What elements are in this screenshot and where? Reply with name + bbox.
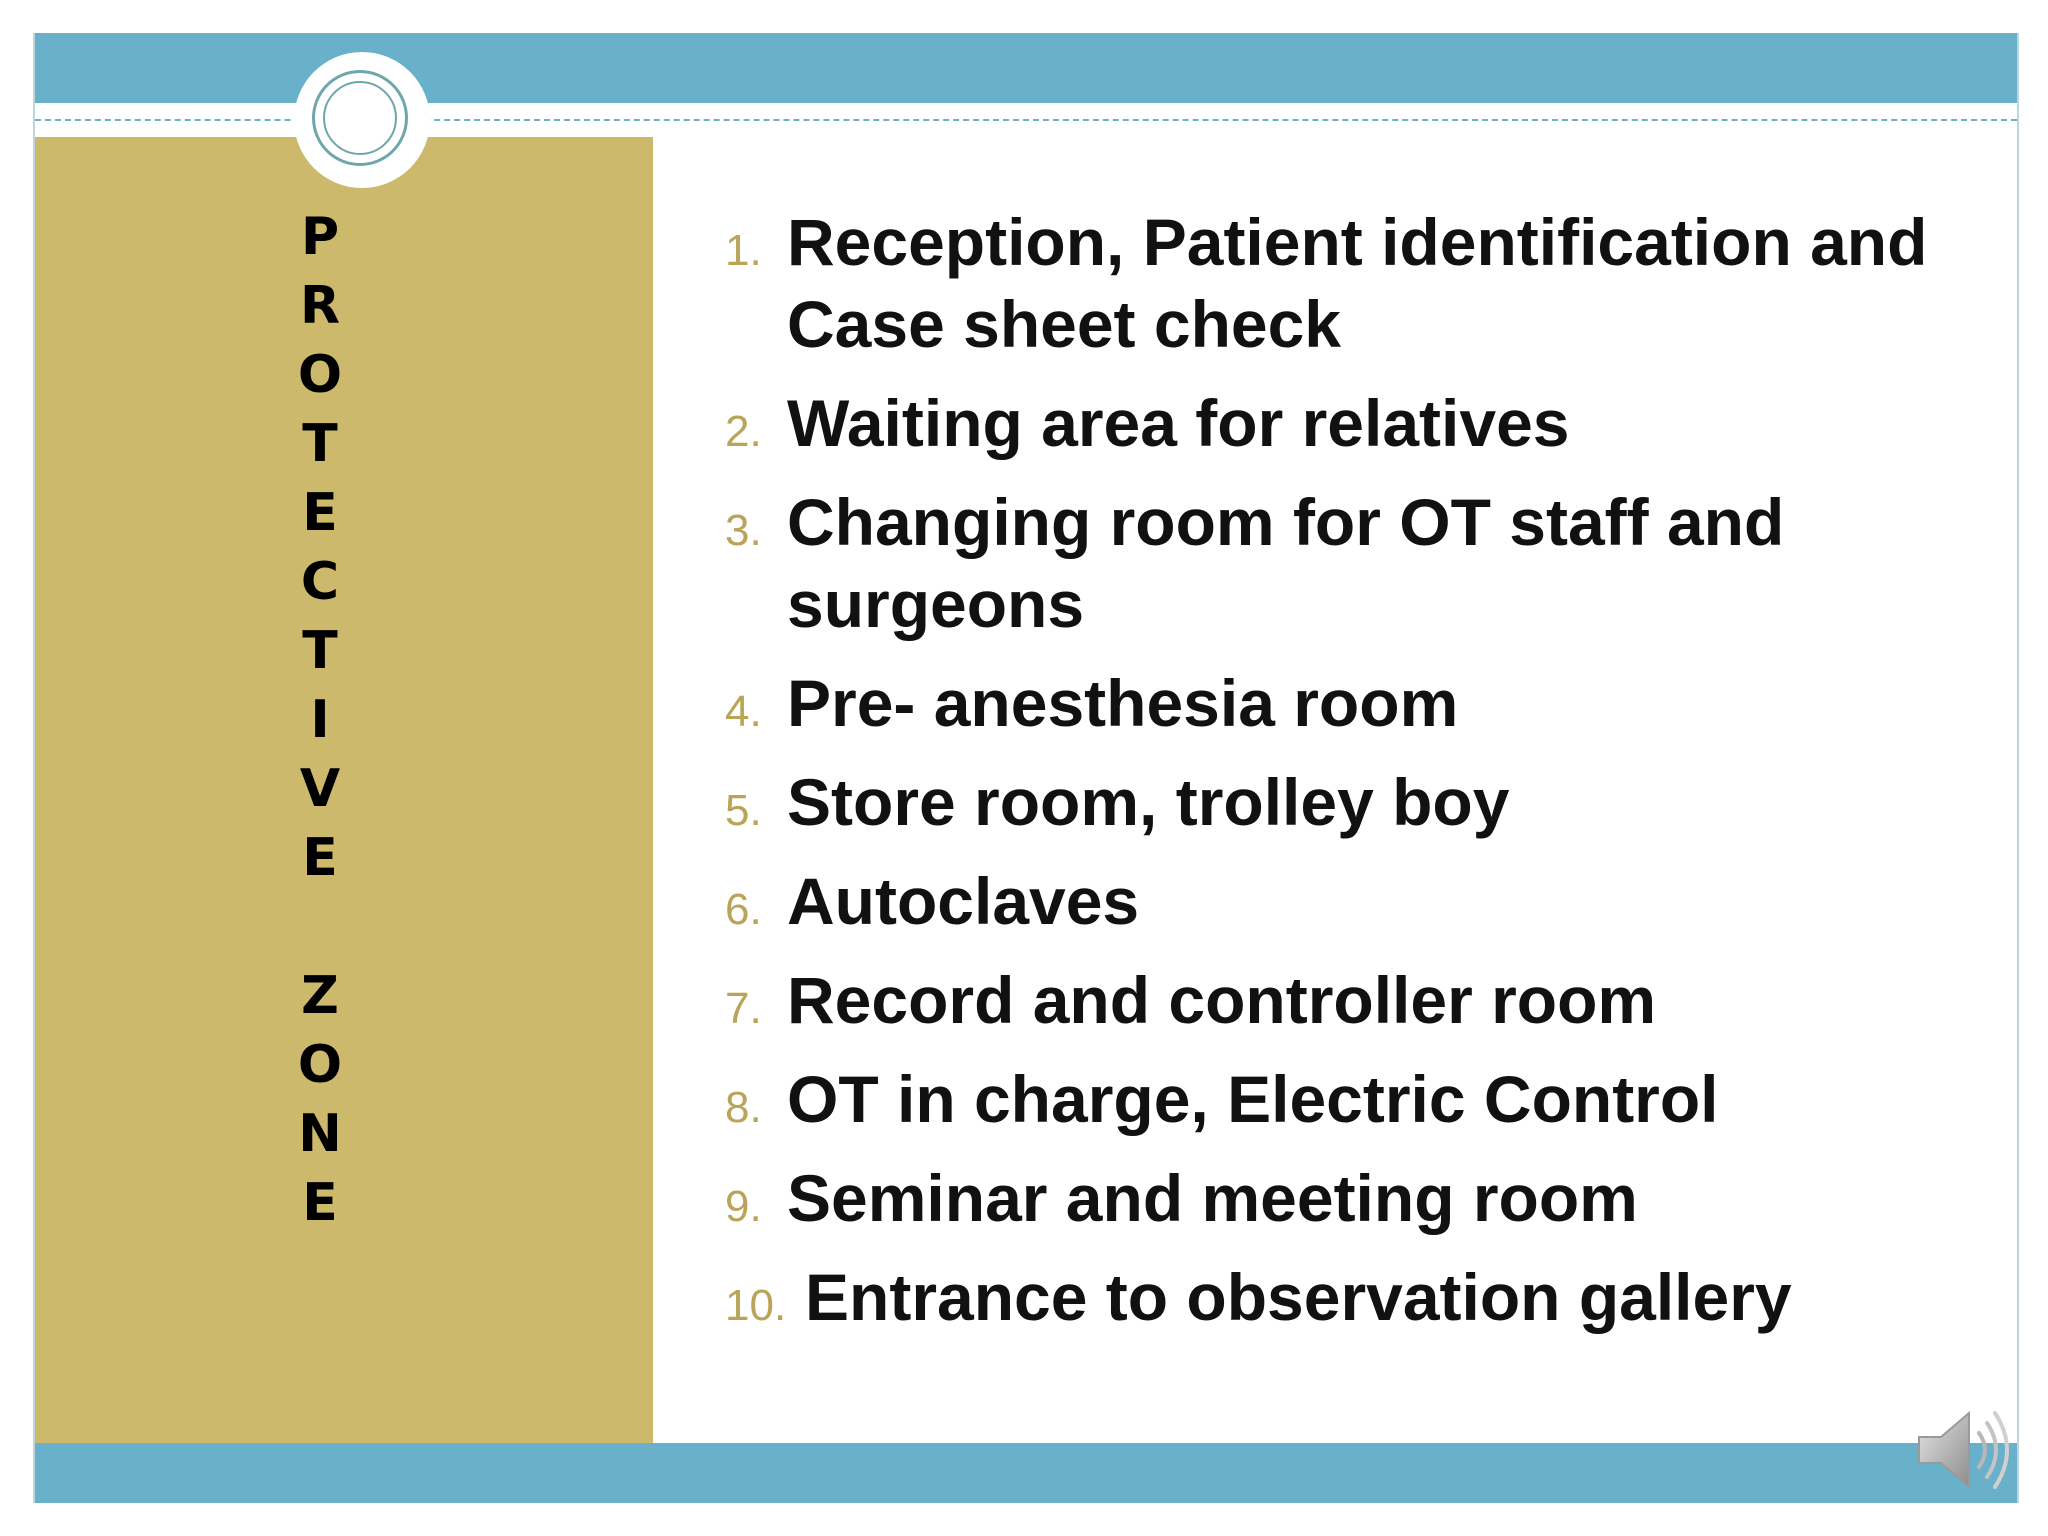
list-item xyxy=(725,662,1955,744)
title-letter: E xyxy=(302,483,338,543)
item-number: 4. xyxy=(725,687,762,736)
slide xyxy=(33,33,2019,1503)
title-letter: V xyxy=(299,759,341,819)
list-item xyxy=(725,201,1955,365)
item-text: Store room, trolley boy xyxy=(787,765,1510,839)
item-text: OT in charge, Electric Control xyxy=(787,1062,1719,1136)
title-letter: E xyxy=(302,828,338,888)
item-number: 3. xyxy=(725,506,762,555)
title-letter: E xyxy=(302,1173,338,1233)
title-letter: O xyxy=(297,345,343,405)
list-item xyxy=(725,761,1955,843)
item-text: Waiting area for relatives xyxy=(787,386,1570,460)
list-item xyxy=(725,1157,1955,1239)
title-letter: T xyxy=(302,414,338,474)
bottom-band xyxy=(35,1443,2017,1503)
list-item xyxy=(725,1058,1955,1140)
list-item xyxy=(725,959,1955,1041)
title-letter: N xyxy=(298,1104,342,1164)
item-text: Changing room for OT staff and surgeons xyxy=(787,485,1785,641)
zone-list xyxy=(725,201,1955,1355)
title-letter: C xyxy=(300,552,340,612)
title-letter: P xyxy=(300,207,340,267)
item-number: 10. xyxy=(725,1281,787,1330)
item-number: 2. xyxy=(725,407,762,456)
vertical-title xyxy=(275,203,365,1238)
title-letter: I xyxy=(310,690,330,750)
title-letter: T xyxy=(302,621,338,681)
item-text: Autoclaves xyxy=(787,864,1140,938)
item-text: Entrance to observation gallery xyxy=(805,1260,1792,1334)
title-letter: Z xyxy=(301,966,339,1026)
item-number: 8. xyxy=(725,1083,762,1132)
item-number: 1. xyxy=(725,226,762,275)
item-text: Seminar and meeting room xyxy=(787,1161,1638,1235)
decorative-circle xyxy=(294,52,430,188)
circle-inner xyxy=(323,81,397,155)
list-item xyxy=(725,481,1955,645)
item-text: Record and controller room xyxy=(787,963,1657,1037)
title-letter-space xyxy=(275,893,365,962)
speaker-icon[interactable] xyxy=(1911,1395,2021,1505)
item-number: 7. xyxy=(725,984,762,1033)
item-number: 5. xyxy=(725,786,762,835)
item-number: 6. xyxy=(725,885,762,934)
circle-ring xyxy=(312,70,408,166)
title-letter: O xyxy=(297,1035,343,1095)
list-item xyxy=(725,1256,1955,1338)
item-number: 9. xyxy=(725,1182,762,1231)
list-item xyxy=(725,382,1955,464)
title-letter: R xyxy=(299,276,341,336)
item-text: Reception, Patient identification and Case sheet check xyxy=(787,205,1928,361)
list-item xyxy=(725,860,1955,942)
item-text: Pre- anesthesia room xyxy=(787,666,1459,740)
